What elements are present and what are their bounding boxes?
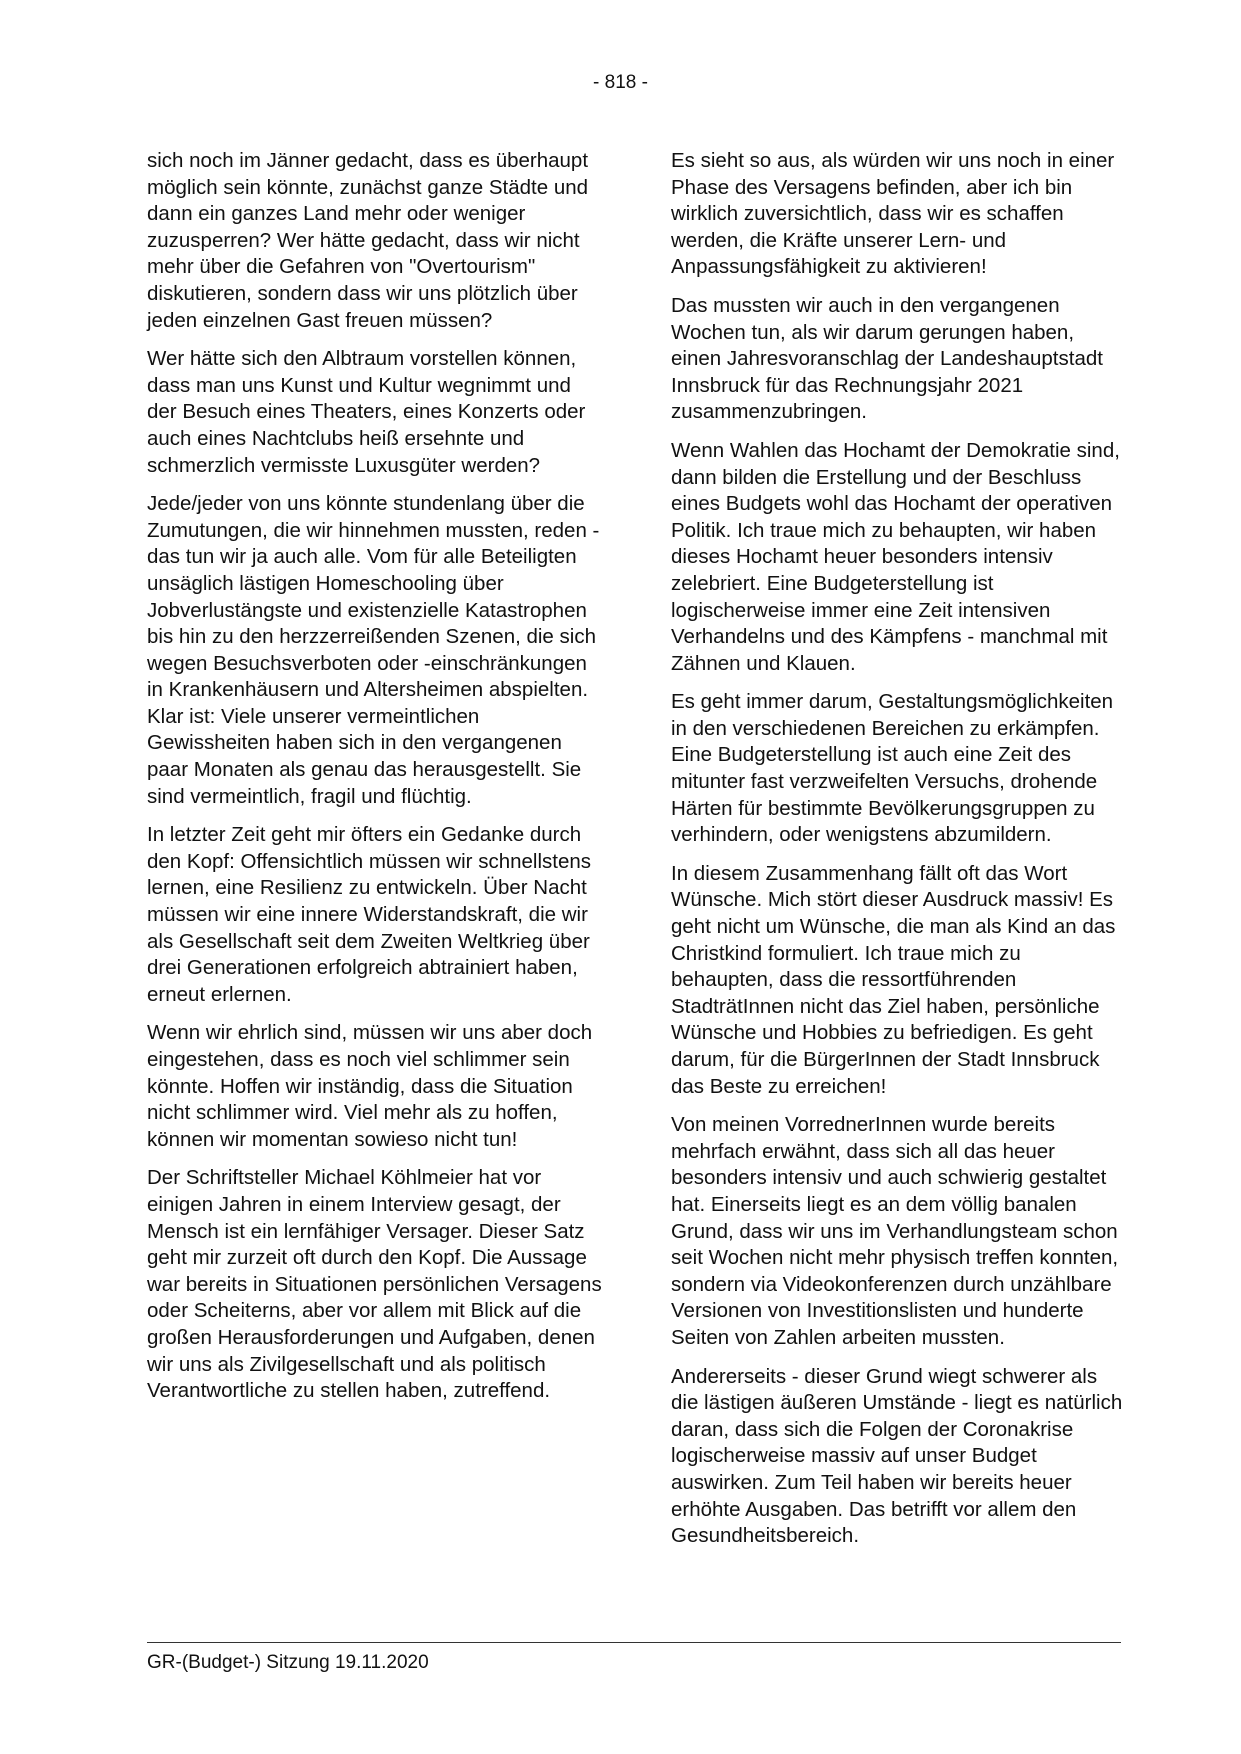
right-text-column [671, 148, 1126, 1562]
page-number: - 818 - [593, 72, 648, 93]
paragraph: In letzter Zeit geht mir öfters ein Gedanke durch den Kopf: Offensichtlich müssen wir schnellstens lernen, eine Resilienz zu entwickeln. Über Nacht müssen wir eine innere Widerstandskraft, die wir als Gesellschaft seit dem Zweiten Weltkrieg über drei Generationen erfolgreich abtrainiert haben, erneut erlernen. [147, 823, 592, 1006]
left-text-column [147, 148, 602, 1417]
paragraph: Der Schriftsteller Michael Köhlmeier hat vor einigen Jahren in einem Interview gesagt, der Mensch ist ein lernfähiger Versager. Dieser Satz geht mir zurzeit oft durch den Kopf. Die Aussage war bereits in Situationen persönlichen Versagens oder Scheiterns, aber vor allem mit Blick auf die großen Herausforderungen und Aufgaben, denen wir uns als Zivilgesellschaft und als politisch Verantwortliche zu stellen haben, zutreffend. [147, 1166, 602, 1403]
paragraph: Wer hätte sich den Albtraum vorstellen können, dass man uns Kunst und Kultur wegnimmt und der Besuch eines Theaters, eines Konzerts oder auch eines Nachtclubs heiß ersehnte und schmerzlich vermisste Luxusgüter werden? [147, 347, 586, 477]
paragraph: In diesem Zusammenhang fällt oft das Wort Wünsche. Mich stört dieser Ausdruck massiv! Es geht nicht um Wünsche, die man als Kind an das Christkind formuliert. Ich traue mich zu behaupten, dass die ressortführenden StadträtInnen nicht das Ziel haben, persönliche Wünsche und Hobbies zu befriedigen. Es geht darum, für die BürgerInnen der Stadt Innsbruck das Beste zu erreichen! [671, 861, 1116, 1098]
paragraph: Es sieht so aus, als würden wir uns noch in einer Phase des Versagens befinden, aber ich bin wirklich zuversichtlich, dass wir es schaffen werden, die Kräfte unserer Lern- und Anpassungsfähigkeit zu aktivieren! [671, 149, 1115, 279]
footer-session-label: GR-(Budget-) Sitzung 19.11.2020 [147, 1652, 429, 1673]
paragraph: Jede/jeder von uns könnte stundenlang über die Zumutungen, die wir hinnehmen mussten, reden - das tun wir ja auch alle. Vom für alle Beteiligten unsäglich lästigen Homeschooling über Jobverlustängste und existenzielle Katastrophen bis hin zu den herzzerreißenden Szenen, die sich wegen Besuchsverboten oder -einschränkungen in Krankenhäusern und Altersheimen abspielten. Klar ist: Viele unserer vermeintlichen Gewissheiten haben sich in den vergangenen paar Monaten als genau das herausgestellt. Sie sind vermeintlich, fragil und flüchtig. [147, 492, 600, 808]
paragraph: Von meinen VorrednerInnen wurde bereits mehrfach erwähnt, dass sich all das heuer besonders intensiv und auch schwierig gestaltet hat. Einerseits liegt es an dem völlig banalen Grund, dass wir uns im Verhandlungsteam schon seit Wochen nicht mehr physisch treffen konnten, sondern via Videokonferenzen durch unzählbare Versionen von Investitionslisten und hunderte Seiten von Zahlen arbeiten mussten. [671, 1113, 1119, 1349]
paragraph: Es geht immer darum, Gestaltungsmöglichkeiten in den verschiedenen Bereichen zu erkämpfen. Eine Budgeterstellung ist auch eine Zeit des mitunter fast verzweifelten Versuchs, drohende Härten für bestimmte Bevölkerungsgruppen zu verhindern, oder wenigstens abzumildern. [671, 690, 1114, 847]
paragraph: Andererseits - dieser Grund wiegt schwerer als die lästigen äußeren Umstände - liegt es natürlich daran, dass sich die Folgen der Coronakrise logischerweise massiv auf unser Budget auswirken. Zum Teil haben wir bereits heuer erhöhte Ausgaben. Das betrifft vor allem den Gesundheitsbereich. [671, 1364, 1123, 1548]
footer-divider [147, 1642, 1121, 1643]
paragraph: Das mussten wir auch in den vergangenen Wochen tun, als wir darum gerungen haben, einen Jahresvoranschlag der Landeshauptstadt Innsbruck für das Rechnungsjahr 2021 zusammenzubringen. [671, 293, 1103, 424]
paragraph: sich noch im Jänner gedacht, dass es überhaupt möglich sein könnte, zunächst ganze Städte und dann ein ganzes Land mehr oder weniger zuzusperren? Wer hätte gedacht, dass wir nicht mehr über die Gefahren von "Overtourism" diskutieren, sondern dass wir uns plötzlich über jeden einzelnen Gast freuen müssen? [147, 149, 589, 332]
paragraph: Wenn wir ehrlich sind, müssen wir uns aber doch eingestehen, dass es noch viel schlimmer sein könnte. Hoffen wir inständig, dass die Situation nicht schlimmer wird. Viel mehr als zu hoffen, können wir momentan sowieso nicht tun! [147, 1021, 593, 1151]
paragraph: Wenn Wahlen das Hochamt der Demokratie sind, dann bilden die Erstellung und der Beschluss eines Budgets wohl das Hochamt der operativen Politik. Ich traue mich zu behaupten, wir haben dieses Hochamt heuer besonders intensiv zelebriert. Eine Budgeterstellung ist logischerweise immer eine Zeit intensiven Verhandelns und des Kämpfens - manchmal mit Zähnen und Klauen. [671, 438, 1120, 675]
